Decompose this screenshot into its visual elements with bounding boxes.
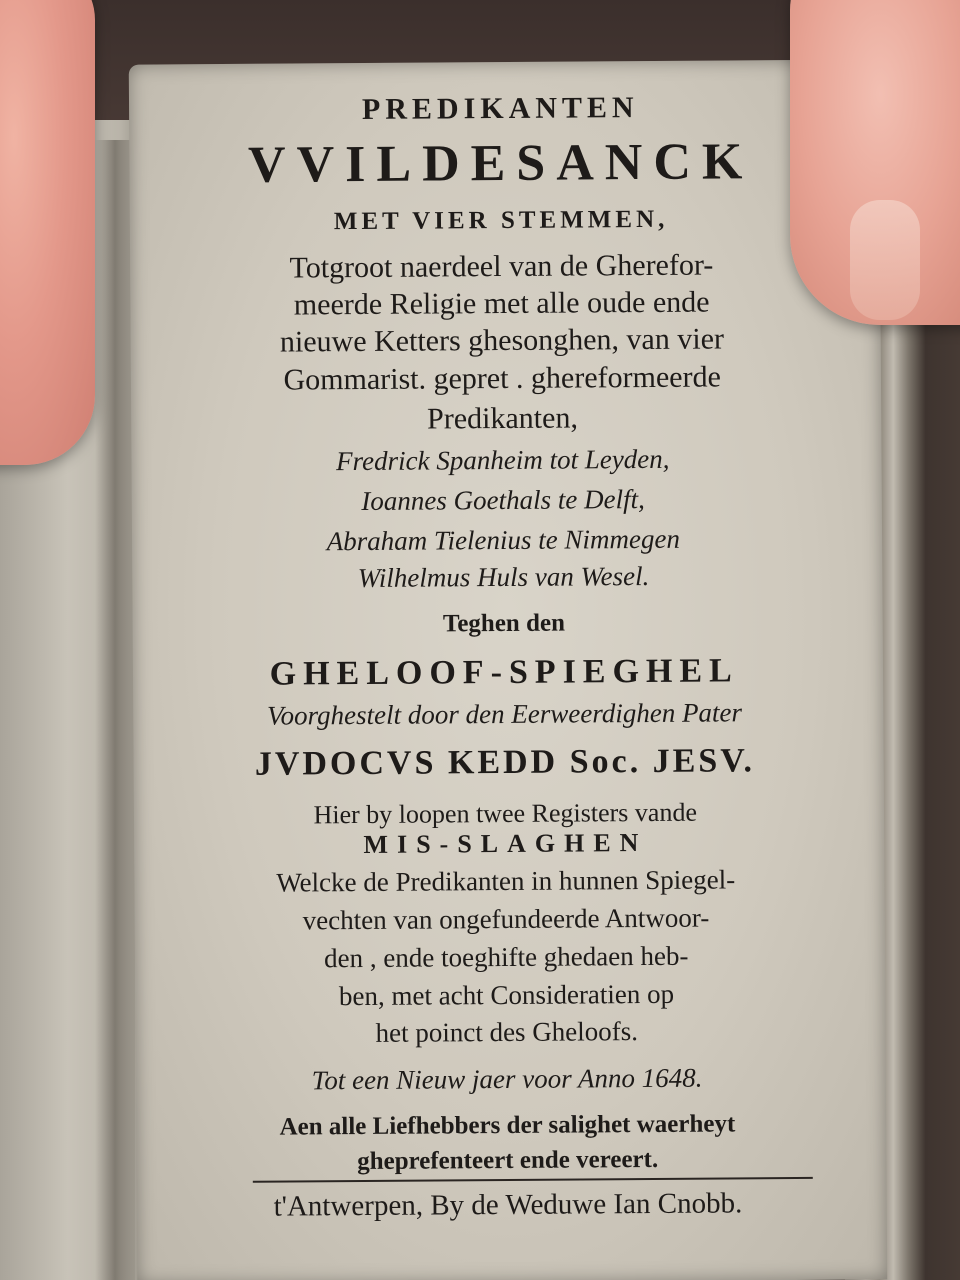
imprint-line: t'Antwerpen, By de Weduwe Ian Cnobb. [273, 1187, 743, 1223]
dedication-line: Aen alle Liefhebbers der salighet waerheyt [279, 1110, 736, 1141]
title-line-1: PREDIKANTEN [361, 91, 639, 126]
body-line: meerde Religie met alle oude ende [293, 285, 710, 322]
teghen-line: Teghen den [442, 609, 566, 638]
preacher-name-line: Abraham Tielenius te Nimmegen [326, 523, 681, 557]
registers-line: Welcke de Predikanten in hunnen Spiegel- [276, 864, 736, 898]
book-binding [95, 140, 135, 1280]
preacher-name-line: Wilhelmus Huls van Wesel. [357, 560, 650, 594]
preacher-name-line: Fredrick Spanheim tot Leyden, [335, 443, 670, 477]
registers-line: Hier by loopen twee Registers vande [313, 797, 698, 830]
body-line: Totgroot naerdeel van de Gherefor- [289, 248, 714, 285]
mis-slaghen-heading: MIS-SLAGHEN [363, 827, 648, 859]
thumbnail [850, 200, 920, 320]
registers-line: den , ende toeghifte ghedaen heb- [323, 940, 689, 974]
preacher-name-line: Ioannes Goethals te Delft, [361, 484, 645, 516]
registers-line: ben, met acht Consideratien op [338, 978, 675, 1012]
gheloof-spieghel-heading: GHELOOF-SPIEGHEL [269, 652, 739, 693]
registers-line: het poinct des Gheloofs. [375, 1016, 639, 1048]
left-finger [0, 0, 95, 465]
title-line-2: VVILDESANCK [247, 133, 754, 194]
author-line: JVDOCVS KEDD Soc. JESV. [254, 742, 756, 783]
body-line: Gommarist. gepret . ghereformeerde [283, 360, 721, 397]
registers-line: vechten van ongefundeerde Antwoor- [302, 902, 710, 936]
new-year-line: Tot een Nieuw jaer voor Anno 1648. [311, 1062, 703, 1096]
body-line: nieuwe Ketters ghesonghen, van vier [279, 322, 725, 359]
body-line: Predikanten, [426, 401, 578, 436]
voorghestelt-line: Voorghestelt door den Eerweerdighen Pater [266, 697, 743, 731]
dedication-line: gheprefenteert ende vereert. [357, 1145, 659, 1176]
title-line-3: MET VIER STEMMEN, [333, 205, 669, 236]
